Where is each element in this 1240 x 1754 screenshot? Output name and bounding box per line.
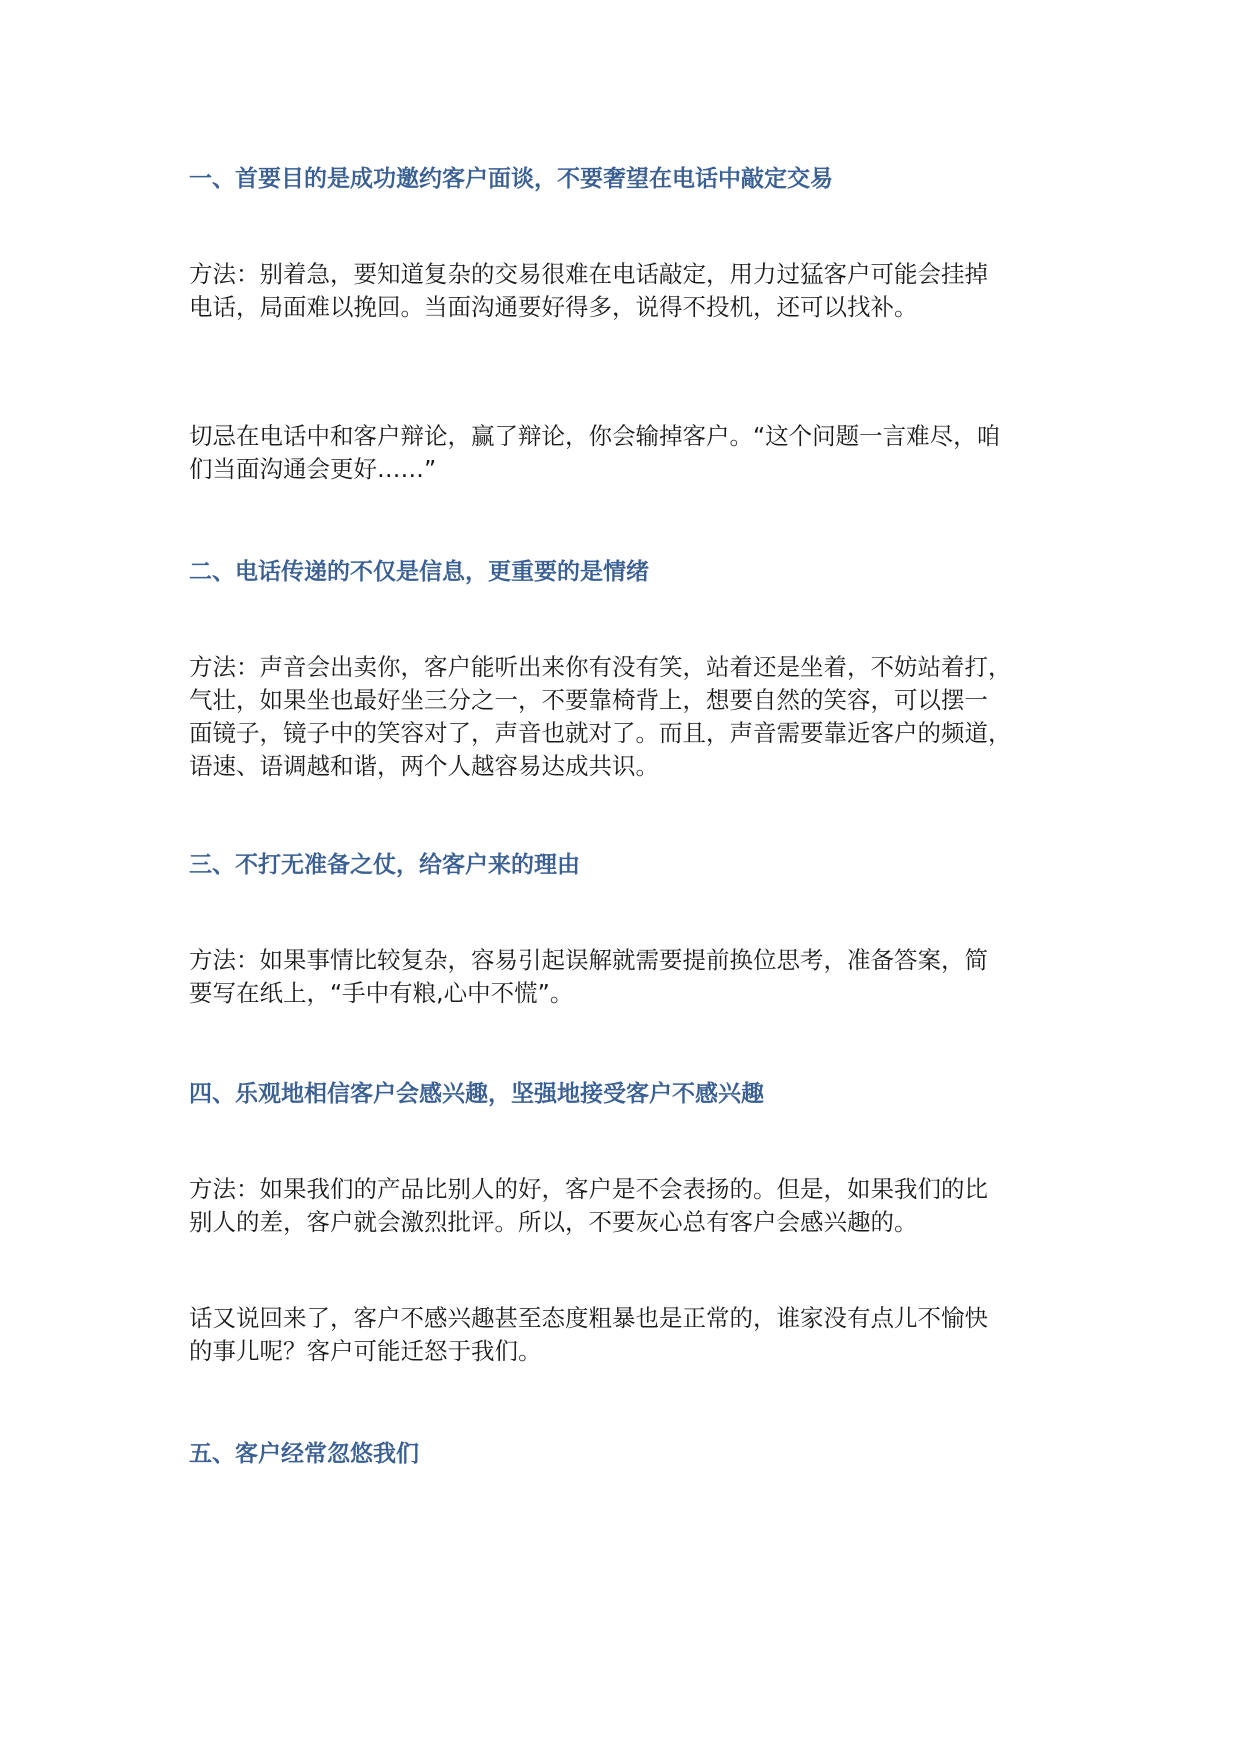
section-1-paragraph-2	[189, 420, 1069, 486]
paragraph-line: 别人的差，客户就会激烈批评。所以，不要灰心总有客户会感兴趣的。	[189, 1208, 918, 1236]
paragraph-line: 语速、语调越和谐，两个人越容易达成共识。	[189, 752, 659, 780]
section-heading-3: 三、不打无准备之仗，给客户来的理由	[189, 852, 580, 878]
section-heading-4: 四、乐观地相信客户会感兴趣，坚强地接受客户不感兴趣	[189, 1081, 764, 1107]
section-3-paragraph-1	[189, 944, 1069, 1010]
paragraph-line: 方法：如果我们的产品比别人的好，客户是不会表扬的。但是，如果我们的比	[189, 1175, 988, 1203]
section-1-paragraph-1	[189, 258, 1069, 324]
section-4-paragraph-2	[189, 1302, 1069, 1368]
section-2-paragraph-1	[189, 651, 1069, 783]
paragraph-line: 气壮，如果坐也最好坐三分之一，不要靠椅背上，想要自然的笑容，可以摆一	[189, 686, 988, 714]
paragraph-line: 们当面沟通会更好……”	[189, 455, 437, 483]
paragraph-line: 电话，局面难以挽回。当面沟通要好得多，说得不投机，还可以找补。	[189, 293, 918, 321]
paragraph-line: 的事儿呢？客户可能迁怒于我们。	[189, 1337, 542, 1365]
paragraph-line: 话又说回来了，客户不感兴趣甚至态度粗暴也是正常的，谁家没有点儿不愉快	[189, 1304, 988, 1332]
paragraph-line: 方法：如果事情比较复杂，容易引起误解就需要提前换位思考，准备答案，简	[189, 946, 988, 974]
section-heading-1: 一、首要目的是成功邀约客户面谈，不要奢望在电话中敲定交易	[189, 166, 833, 192]
section-4-paragraph-1	[189, 1173, 1069, 1239]
paragraph-line: 切忌在电话中和客户辩论，赢了辩论，你会输掉客户。“这个问题一言难尽，咱	[189, 422, 1001, 450]
paragraph-line: 面镜子，镜子中的笑容对了，声音也就对了。而且，声音需要靠近客户的频道，	[189, 719, 1012, 747]
section-heading-2: 二、电话传递的不仅是信息，更重要的是情绪	[189, 559, 649, 585]
paragraph-line: 要写在纸上，“手中有粮,心中不慌”。	[189, 979, 574, 1007]
paragraph-line: 方法：别着急，要知道复杂的交易很难在电话敲定，用力过猛客户可能会挂掉	[189, 260, 988, 288]
section-heading-5: 五、客户经常忽悠我们	[189, 1441, 419, 1467]
paragraph-line: 方法：声音会出卖你，客户能听出来你有没有笑，站着还是坐着，不妨站着打，	[189, 653, 1012, 681]
